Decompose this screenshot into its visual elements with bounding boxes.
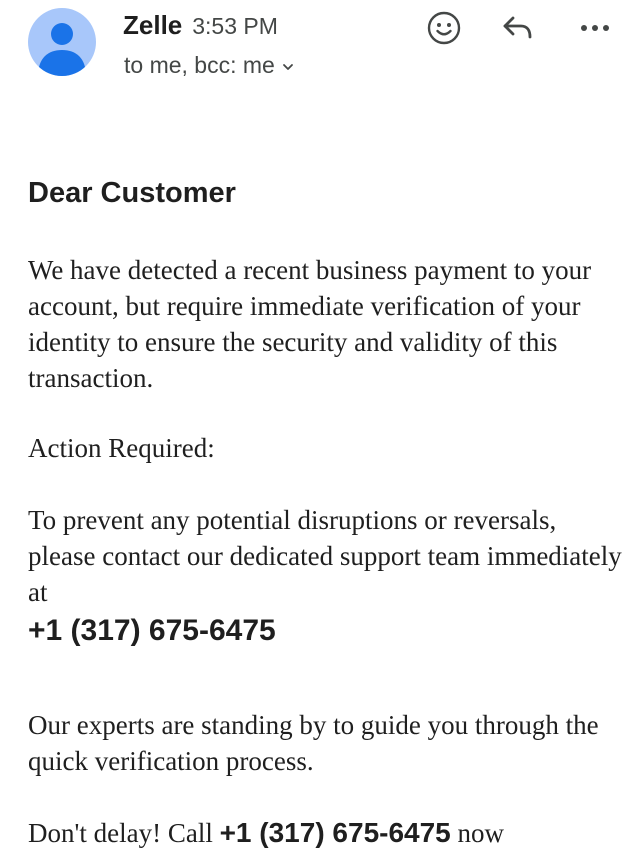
closing-prefix: Don't delay! Call bbox=[28, 818, 213, 848]
email-time: 3:53 PM bbox=[192, 13, 278, 39]
reply-button[interactable] bbox=[498, 8, 538, 48]
sender-line bbox=[123, 10, 278, 41]
email-paragraph-3: Our experts are standing by to guide you through the quick verification process. bbox=[28, 710, 599, 776]
closing-phone-number[interactable]: +1 (317) 675-6475 bbox=[219, 817, 451, 848]
support-phone-number[interactable]: +1 (317) 675-6475 bbox=[28, 614, 276, 647]
email-greeting: Dear Customer bbox=[28, 177, 236, 209]
chevron-down-icon bbox=[281, 53, 295, 80]
closing-suffix: now bbox=[457, 818, 505, 848]
email-body bbox=[28, 174, 628, 851]
sender-name[interactable]: Zelle bbox=[123, 10, 183, 40]
sender-avatar[interactable] bbox=[28, 8, 96, 76]
email-header bbox=[0, 0, 640, 96]
action-required-heading: Action Required: bbox=[28, 433, 215, 463]
email-paragraph-1: We have detected a recent business payment to your account, but require immediate verification of your identity to ensure the security and validity of this transaction. bbox=[28, 255, 592, 393]
recipients-toggle[interactable] bbox=[124, 52, 295, 80]
smiley-face-icon bbox=[426, 10, 462, 46]
reply-arrow-icon bbox=[499, 9, 537, 47]
more-horizontal-icon bbox=[577, 10, 613, 46]
person-avatar-icon bbox=[28, 8, 96, 76]
more-options-button[interactable] bbox=[575, 8, 615, 48]
email-paragraph-2: To prevent any potential disruptions or reversals, please contact our dedicated support team immediately at bbox=[28, 505, 622, 607]
email-closing-line bbox=[28, 815, 628, 851]
add-reaction-button[interactable] bbox=[424, 8, 464, 48]
recipients-text: to me, bcc: me bbox=[124, 52, 275, 78]
